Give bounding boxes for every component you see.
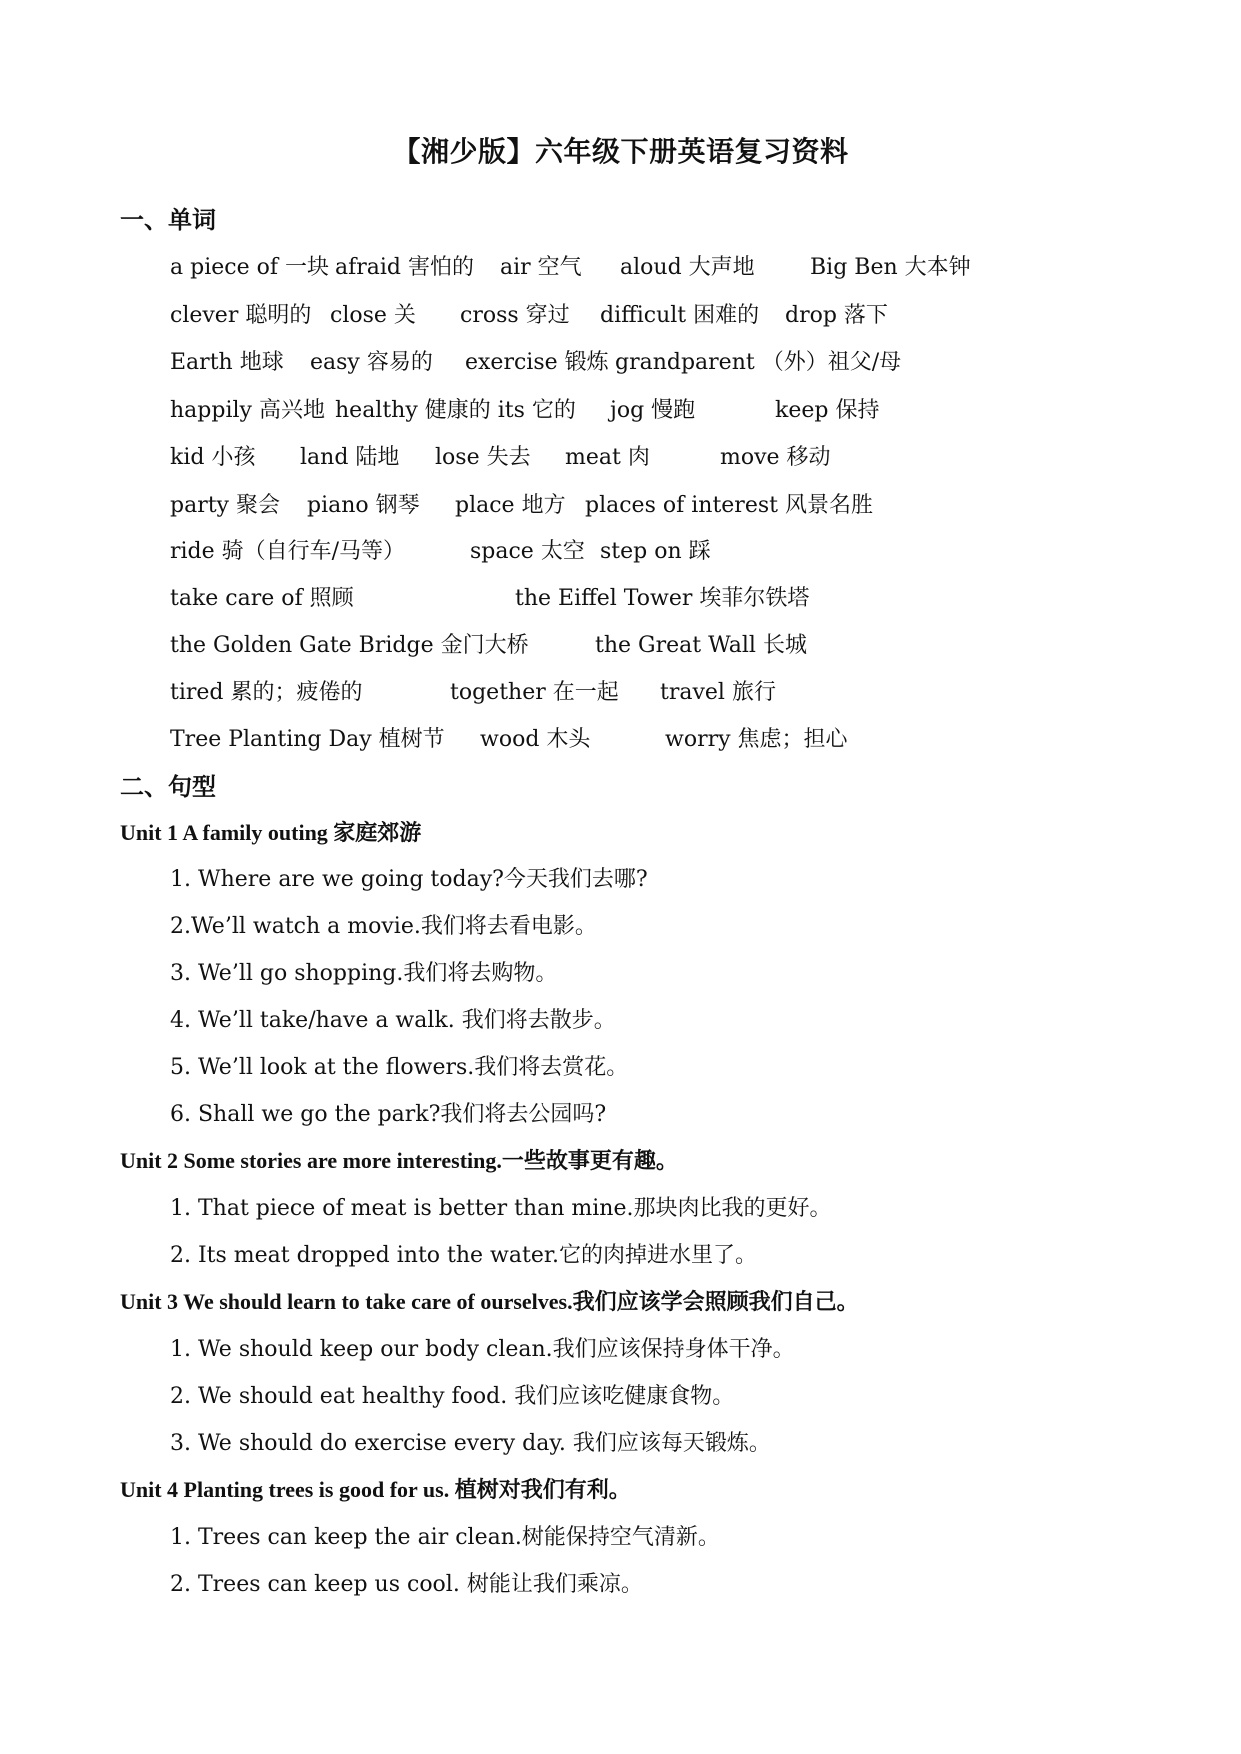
- vocab-item: Earth 地球: [170, 350, 284, 375]
- vocab-item: space 太空: [470, 539, 585, 564]
- vocab-item: keep 保持: [775, 398, 880, 423]
- vocab-item: ride 骑（自行车/马等）: [170, 539, 406, 564]
- sentence: 2. Trees can keep us cool. 树能让我们乘凉。: [170, 1572, 643, 1597]
- vocab-item: easy 容易的: [310, 350, 433, 375]
- unit-heading: Unit 2 Some stories are more interesting.一些故事更有趣。: [120, 1148, 678, 1173]
- vocab-item: clever 聪明的: [170, 303, 312, 328]
- vocab-item: step on 踩: [600, 539, 711, 564]
- vocab-item: happily 高兴地: [170, 398, 325, 423]
- vocab-item: grandparent （外）祖父/母: [615, 350, 902, 375]
- vocab-item: party 聚会: [170, 493, 280, 518]
- unit-heading: Unit 1 A family outing 家庭郊游: [120, 820, 422, 845]
- sentence: 3. We should do exercise every day. 我们应该每天锻炼。: [170, 1431, 771, 1456]
- vocab-item: Big Ben 大本钟: [810, 255, 971, 280]
- sentence: 2.We’ll watch a movie.我们将去看电影。: [170, 914, 597, 939]
- vocab-item: land 陆地: [300, 445, 400, 470]
- sentence: 2. We should eat healthy food. 我们应该吃健康食物。: [170, 1384, 735, 1409]
- vocab-item: meat 肉: [565, 445, 650, 470]
- vocab-item: a piece of 一块: [170, 255, 329, 280]
- vocab-item: wood 木头: [480, 727, 591, 752]
- vocab-item: piano 钢琴: [307, 493, 420, 518]
- unit-heading: Unit 4 Planting trees is good for us. 植树对我们有利。: [120, 1477, 631, 1502]
- section-heading-sentences: 二、句型: [120, 773, 216, 801]
- vocab-item: take care of 照顾: [170, 586, 354, 611]
- vocab-item: aloud 大声地: [620, 255, 755, 280]
- vocab-item: Tree Planting Day 植树节: [170, 727, 445, 752]
- vocab-item: place 地方: [455, 493, 566, 518]
- vocab-item: difficult 困难的: [600, 303, 760, 328]
- vocab-item: places of interest 风景名胜: [585, 493, 873, 518]
- vocab-item: kid 小孩: [170, 445, 256, 470]
- sentence: 1. Trees can keep the air clean.树能保持空气清新。: [170, 1525, 720, 1550]
- sentence: 4. We’ll take/have a walk. 我们将去散步。: [170, 1008, 616, 1033]
- vocab-item: healthy 健康的 its 它的: [335, 398, 576, 423]
- section-heading-words: 一、单词: [120, 206, 216, 234]
- sentence: 2. Its meat dropped into the water.它的肉掉进水里了。: [170, 1243, 757, 1268]
- sentence: 6. Shall we go the park?我们将去公园吗?: [170, 1102, 607, 1127]
- unit-heading: Unit 3 We should learn to take care of ourselves.我们应该学会照顾我们自己。: [120, 1289, 859, 1314]
- vocab-item: together 在一起: [450, 680, 619, 705]
- vocab-item: worry 焦虑；担心: [665, 727, 848, 752]
- vocab-item: the Eiffel Tower 埃菲尔铁塔: [515, 586, 810, 611]
- document-title: 【湘少版】六年级下册英语复习资料: [392, 135, 849, 168]
- vocab-item: air 空气: [500, 255, 582, 280]
- vocab-item: exercise 锻炼: [465, 350, 609, 375]
- sentence: 5. We’ll look at the flowers.我们将去赏花。: [170, 1055, 629, 1080]
- vocab-item: move 移动: [720, 445, 831, 470]
- vocab-item: afraid 害怕的: [335, 255, 475, 280]
- vocab-item: close 关: [330, 303, 416, 328]
- vocab-item: travel 旅行: [660, 680, 776, 705]
- vocab-item: jog 慢跑: [610, 398, 696, 423]
- vocab-item: tired 累的；疲倦的: [170, 680, 363, 705]
- sentence: 3. We’ll go shopping.我们将去购物。: [170, 961, 558, 986]
- vocab-item: the Great Wall 长城: [595, 633, 807, 658]
- vocab-item: drop 落下: [785, 303, 888, 328]
- vocab-item: the Golden Gate Bridge 金门大桥: [170, 633, 529, 658]
- sentence: 1. We should keep our body clean.我们应该保持身体干净。: [170, 1337, 795, 1362]
- sentence: 1. Where are we going today?今天我们去哪?: [170, 867, 648, 892]
- vocab-item: cross 穿过: [460, 303, 570, 328]
- vocab-item: lose 失去: [435, 445, 531, 470]
- sentence: 1. That piece of meat is better than mine.那块肉比我的更好。: [170, 1196, 832, 1221]
